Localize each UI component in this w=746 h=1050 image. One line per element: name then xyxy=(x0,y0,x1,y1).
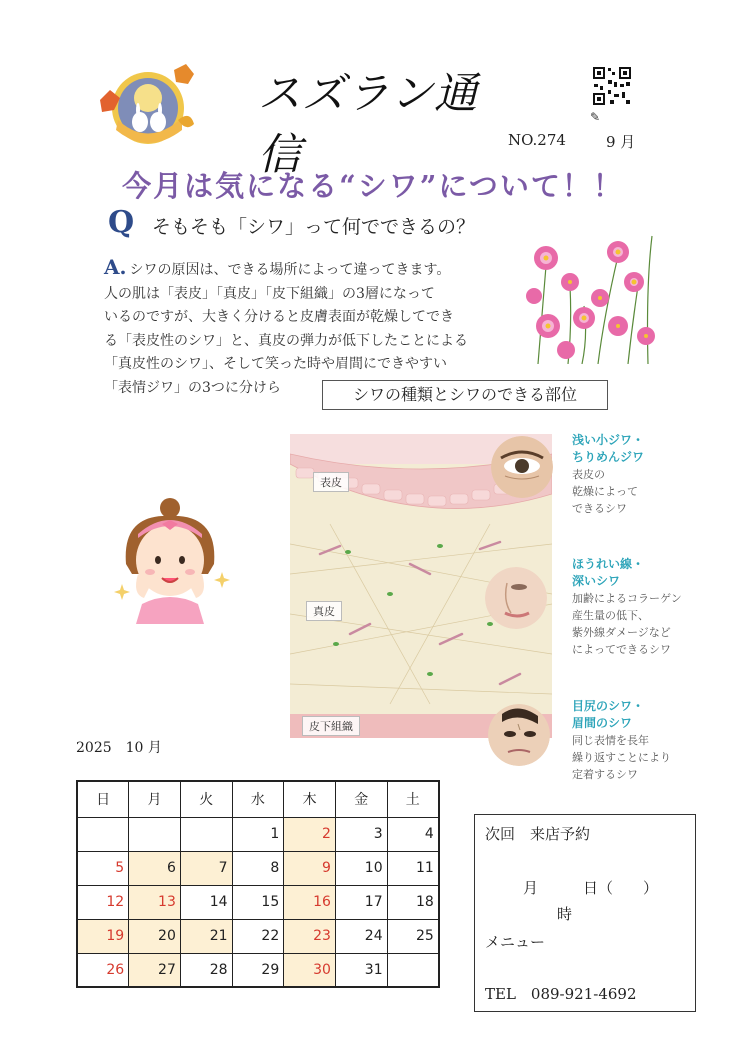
calendar-day: 1 xyxy=(232,817,284,851)
next-reservation-box xyxy=(474,814,696,1012)
diagram-label: シワの種類とシワのできる部位 xyxy=(322,380,608,410)
calendar-day-closed: 20 xyxy=(129,919,181,953)
calendar-day: 3 xyxy=(335,817,387,851)
shop-phone: TEL 089-921-4692 xyxy=(485,985,637,1003)
wrinkle-type-3: 目尻のシワ・ 眉間のシワ 同じ表情を長年 繰り返すことにより 定着するシワ xyxy=(572,699,671,781)
calendar-title: 2025 10 月 xyxy=(76,740,162,756)
q-mark: Q xyxy=(108,205,135,240)
layer-label-epidermis: 表皮 xyxy=(313,472,349,492)
answer-line: 人の肌は「表皮」「真皮」「皮下組織」の3層になって xyxy=(104,285,435,302)
issue-number: NO.274 xyxy=(508,131,566,149)
answer-line: A. シワの原因は、できる場所によって違ってきます。 xyxy=(104,255,451,279)
reservation-title: 次回 来店予約 xyxy=(485,825,591,843)
calendar-day: 26 xyxy=(77,953,129,987)
calendar-day-closed: 21 xyxy=(180,919,232,953)
calendar-day: 18 xyxy=(387,885,439,919)
calendar-day: 25 xyxy=(387,919,439,953)
a-mark: A. xyxy=(104,255,127,279)
calendar-week xyxy=(77,817,439,851)
weekday-thu: 木 xyxy=(284,781,336,817)
calendar-day: 8 xyxy=(232,851,284,885)
calendar-day: 5 xyxy=(77,851,129,885)
calendar-day: 22 xyxy=(232,919,284,953)
headline: 今月は気になる“シワ”について！！ xyxy=(122,169,624,203)
cosmos-flowers-illustration xyxy=(518,226,663,364)
calendar-week xyxy=(77,885,439,919)
wrinkle-type-2: ほうれい線・ 深いシワ 加齢によるコラーゲン 産生量の低下、 紫外線ダメージなど によってできるシワ xyxy=(572,557,682,656)
calendar-day: 10 xyxy=(335,851,387,885)
weekday-tue: 火 xyxy=(180,781,232,817)
calendar-day-closed: 16 xyxy=(284,885,336,919)
answer-line: る「表皮性のシワ」と、真皮の弾力が低下したことによる xyxy=(104,332,468,349)
nasolabial-wrinkle-photo xyxy=(485,567,547,629)
calendar-day: 31 xyxy=(335,953,387,987)
calendar-day-closed: 27 xyxy=(129,953,181,987)
calendar-day-closed: 9 xyxy=(284,851,336,885)
wrinkle-type-1: 浅い小ジワ・ ちりめんジワ 表皮の 乾燥によって できるシワ xyxy=(572,433,645,515)
calendar-day-closed: 6 xyxy=(129,851,181,885)
reservation-time-field[interactable]: 時 xyxy=(557,905,573,923)
calendar-day: 15 xyxy=(232,885,284,919)
answer-line: 「表情ジワ」の3つに分けら xyxy=(104,379,281,396)
girl-illustration xyxy=(112,494,232,624)
calendar-header-row xyxy=(77,781,439,817)
calendar-day-closed: 23 xyxy=(284,919,336,953)
calendar-day: 24 xyxy=(335,919,387,953)
question-text: そもそも「シワ」って何でできるの？ xyxy=(152,216,476,238)
calendar-table xyxy=(76,780,440,988)
issue-month: 9 月 xyxy=(606,133,636,151)
answer-text xyxy=(104,256,469,400)
answer-line: いるのですが、大きく分けると皮膚表面が乾燥してでき xyxy=(104,309,454,325)
calendar-day: 4 xyxy=(387,817,439,851)
calendar-week xyxy=(77,919,439,953)
eye-wrinkle-photo xyxy=(491,436,553,498)
calendar-day xyxy=(129,817,181,851)
calendar-day-closed: 13 xyxy=(129,885,181,919)
calendar-day: 28 xyxy=(180,953,232,987)
calendar-week xyxy=(77,953,439,987)
calendar-day-closed: 7 xyxy=(180,851,232,885)
calendar-week xyxy=(77,851,439,885)
calendar-day: 17 xyxy=(335,885,387,919)
frown-wrinkle-photo xyxy=(488,704,550,766)
layer-label-subcutaneous: 皮下組織 xyxy=(302,716,360,736)
weekday-sun: 日 xyxy=(77,781,129,817)
newsletter-title: スズラン通信 xyxy=(258,69,478,180)
weekday-fri: 金 xyxy=(335,781,387,817)
calendar-day: 12 xyxy=(77,885,129,919)
calendar-day xyxy=(180,817,232,851)
logo-moon-rabbits xyxy=(98,60,198,152)
layer-label-dermis: 真皮 xyxy=(306,601,342,621)
calendar-day: 29 xyxy=(232,953,284,987)
calendar-day xyxy=(77,817,129,851)
calendar-day-closed: 19 xyxy=(77,919,129,953)
weekday-mon: 月 xyxy=(129,781,181,817)
qr-code[interactable] xyxy=(592,66,632,106)
weekday-sat: 土 xyxy=(387,781,439,817)
calendar-day: 11 xyxy=(387,851,439,885)
calendar-day: 14 xyxy=(180,885,232,919)
pencil-icon: ✎ xyxy=(590,110,601,124)
answer-line: 「真皮性のシワ」、そして笑った時や眉間にできやすい xyxy=(104,356,447,372)
reservation-date-field[interactable]: 月 日（ ） xyxy=(523,879,659,897)
reservation-menu-field[interactable]: メニュー xyxy=(485,933,546,951)
weekday-wed: 水 xyxy=(232,781,284,817)
calendar-day-closed: 30 xyxy=(284,953,336,987)
calendar-day-closed: 2 xyxy=(284,817,336,851)
calendar-day xyxy=(387,953,439,987)
